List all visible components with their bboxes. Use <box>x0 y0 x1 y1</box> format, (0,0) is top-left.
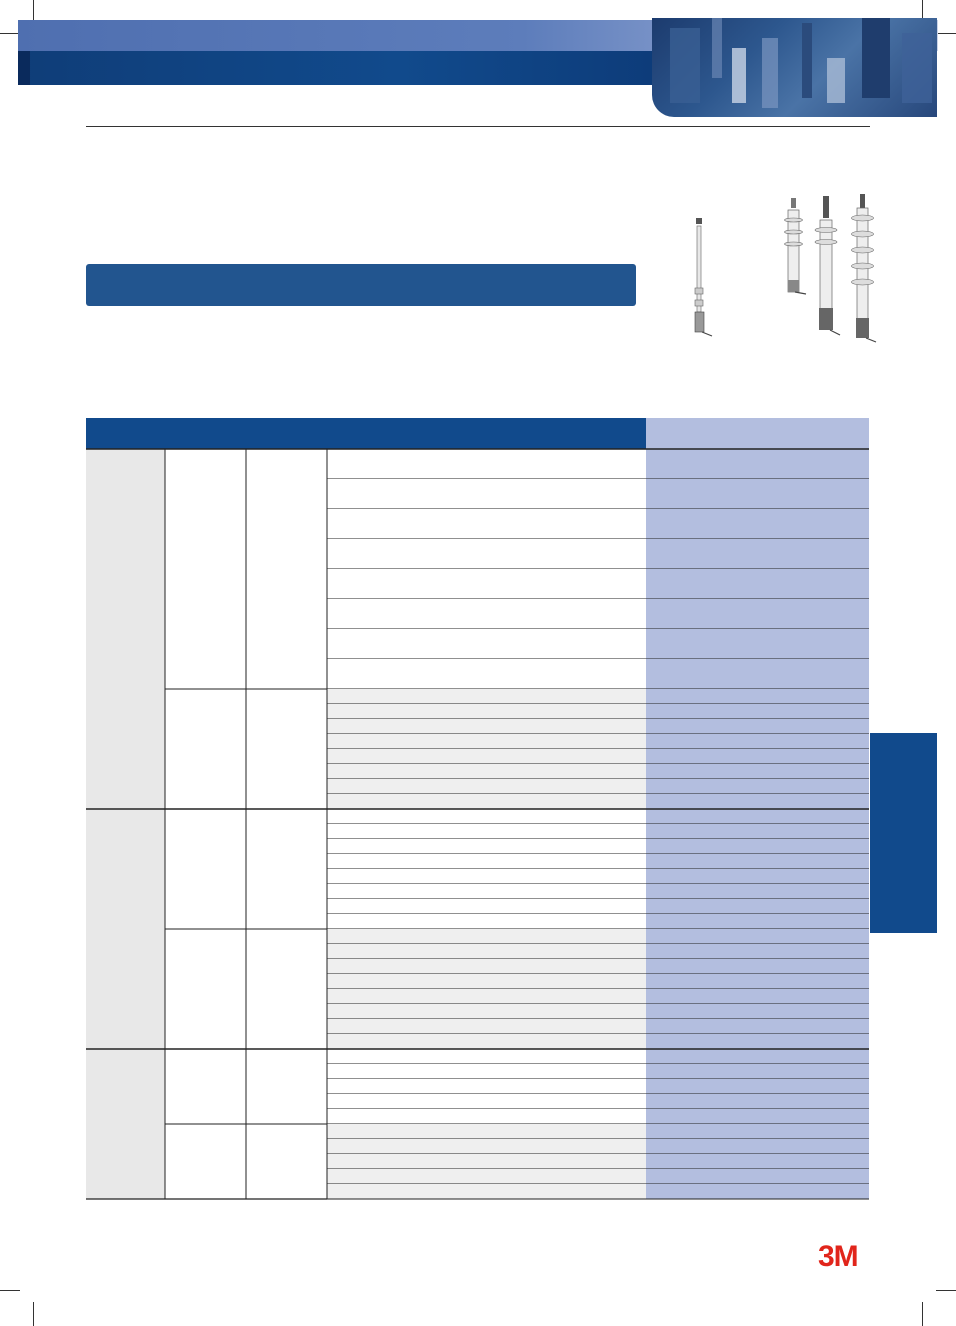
table-value-cell <box>646 1004 869 1019</box>
table-value-cell <box>646 869 869 884</box>
table-row <box>327 839 646 854</box>
table-value-cell <box>646 974 869 989</box>
table-value-cell <box>646 959 869 974</box>
table-row <box>327 719 646 734</box>
table-row <box>327 929 646 944</box>
table-value-cell <box>646 899 869 914</box>
table-row <box>327 1079 646 1094</box>
table-row <box>327 944 646 959</box>
table-row <box>327 1124 646 1139</box>
table-value-cell <box>646 689 869 704</box>
table-row <box>327 1019 646 1034</box>
table-value-cell <box>646 809 869 824</box>
table-row <box>327 869 646 884</box>
table-value-cell <box>646 824 869 839</box>
table-value-cell <box>646 449 869 479</box>
table-row <box>327 1004 646 1019</box>
table-row <box>327 1064 646 1079</box>
table-row <box>327 599 646 629</box>
table-value-cell <box>646 944 869 959</box>
table-value-cell <box>646 659 869 689</box>
table-value-cell <box>646 1184 869 1199</box>
brand-logo: 3M <box>818 1240 858 1273</box>
table-value-cell <box>646 929 869 944</box>
table-value-cell <box>646 854 869 869</box>
table-value-cell <box>646 1079 869 1094</box>
table-value-cell <box>646 1154 869 1169</box>
table-value-cell <box>646 734 869 749</box>
table-value-cell <box>646 1124 869 1139</box>
table-value-cell <box>646 794 869 809</box>
table-value-cell <box>646 569 869 599</box>
table-value-cell <box>646 509 869 539</box>
table-row <box>327 974 646 989</box>
table-row <box>327 1184 646 1199</box>
table-row <box>327 539 646 569</box>
table-row <box>327 1049 646 1064</box>
table-row <box>327 1154 646 1169</box>
table-row <box>327 479 646 509</box>
table-row <box>327 734 646 749</box>
table-value-cell <box>646 479 869 509</box>
table-value-cell <box>646 629 869 659</box>
table-row <box>327 1169 646 1184</box>
table-row <box>327 1034 646 1049</box>
table-value-cell <box>646 599 869 629</box>
table-value-cell <box>646 1019 869 1034</box>
table-value-cell <box>646 839 869 854</box>
table-row <box>327 989 646 1004</box>
table-value-cell <box>646 539 869 569</box>
table-value-cell <box>646 779 869 794</box>
table-value-cell <box>646 884 869 899</box>
table-row <box>327 749 646 764</box>
table-row <box>327 854 646 869</box>
table-row <box>327 689 646 704</box>
table-row <box>327 704 646 719</box>
table-value-cell <box>646 1064 869 1079</box>
table-row <box>327 914 646 929</box>
table-row <box>327 629 646 659</box>
table-value-cell <box>646 704 869 719</box>
table-row <box>327 899 646 914</box>
table-value-cell <box>646 1109 869 1124</box>
table-group-cell <box>86 809 165 1049</box>
table-value-cell <box>646 719 869 734</box>
table-value-cell <box>646 749 869 764</box>
table-row <box>327 569 646 599</box>
table-header-left <box>86 418 646 449</box>
table-header-right <box>646 418 869 449</box>
table-row <box>327 1094 646 1109</box>
table-group-cell <box>86 1049 165 1199</box>
table-value-cell <box>646 1139 869 1154</box>
table-row <box>327 794 646 809</box>
table-row <box>327 659 646 689</box>
table-row <box>327 959 646 974</box>
table-row <box>327 509 646 539</box>
table-row <box>327 884 646 899</box>
table-value-cell <box>646 1049 869 1064</box>
table-value-cell <box>646 1094 869 1109</box>
table-value-cell <box>646 1034 869 1049</box>
table-row <box>327 1139 646 1154</box>
table-row <box>327 809 646 824</box>
table-row <box>327 1109 646 1124</box>
table-value-cell <box>646 914 869 929</box>
table-value-cell <box>646 1169 869 1184</box>
table-group-cell <box>86 449 165 809</box>
table-row <box>327 779 646 794</box>
table-row <box>327 824 646 839</box>
table-value-cell <box>646 764 869 779</box>
table-row <box>327 449 646 479</box>
table-row <box>327 764 646 779</box>
table-value-cell <box>646 989 869 1004</box>
